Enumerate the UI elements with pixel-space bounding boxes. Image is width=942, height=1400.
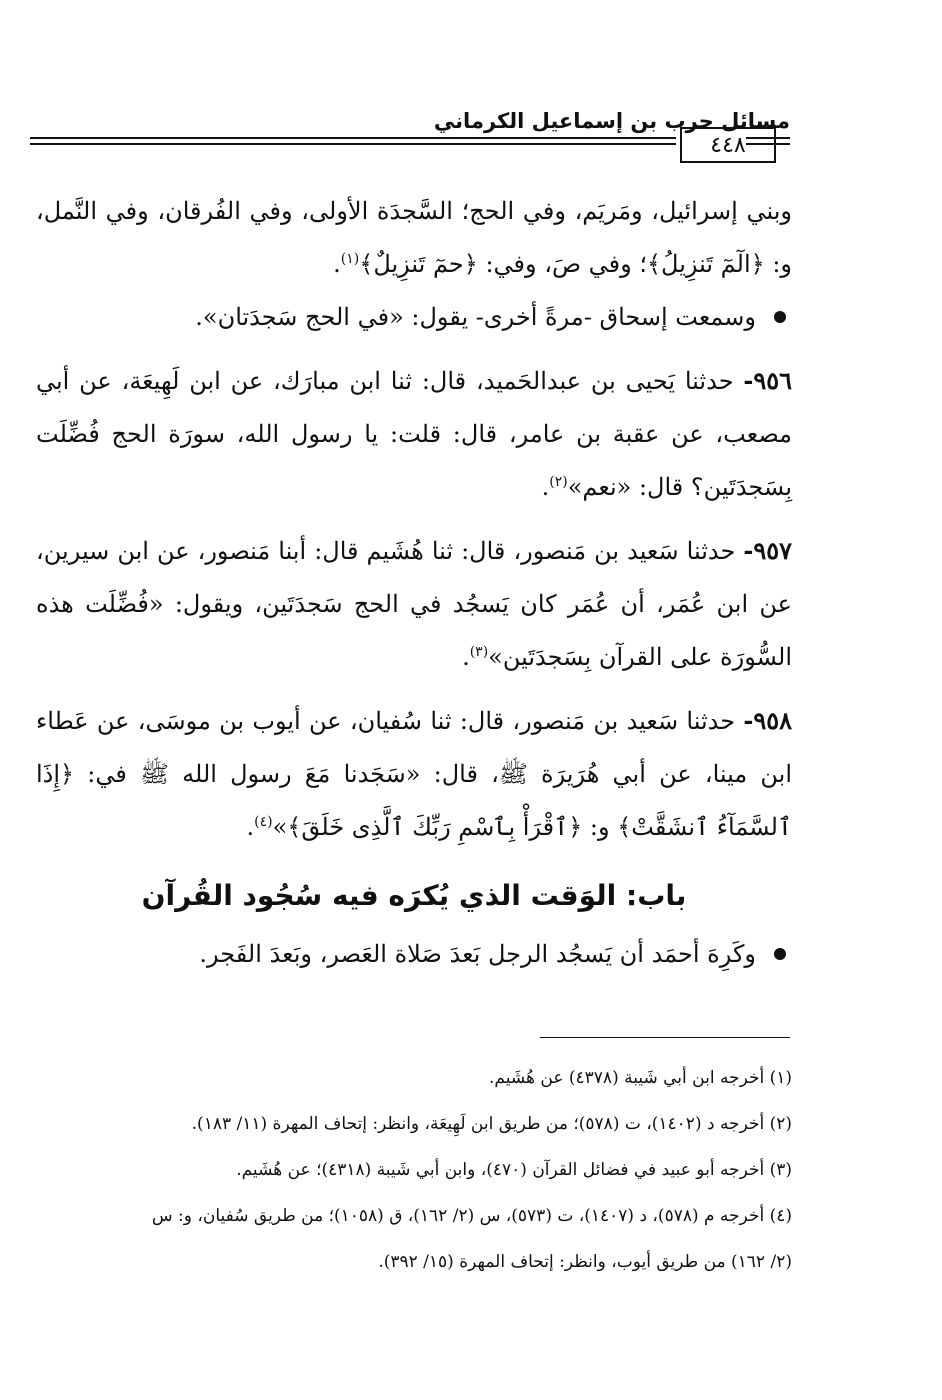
running-title: مسائل حرب بن إسماعيل الكرماني xyxy=(433,109,790,133)
page-header xyxy=(30,105,790,158)
footnote-4-line-2: (٢/ ١٦٢) من طريق أيوب، وانظر: إتحاف المهرة (١٥/ ٣٩٢). xyxy=(378,1252,792,1272)
footnote-divider xyxy=(540,1037,790,1038)
hadith-956 xyxy=(36,354,792,514)
hadith-text-956: حدثنا يَحيى بن عبدالحَميد، قال: ثنا ابن مبارَك، عن ابن لَهِيعَة، عن أبي مصعب، عن عقبة بن عامر، قال: قلت: يا رسول الله، سورَة الحج فُضِّلَت بِسَجدَتَين؟ قال: «نعم» xyxy=(36,367,792,501)
hadith-end-958: . xyxy=(246,813,255,841)
intro-line-1: وبني إسرائيل، ومَريَم، وفي الحج؛ السَّجدَة الأولى، وفي الفُرقان، وفي النَّمل، xyxy=(36,197,792,225)
hadith-end-956: . xyxy=(541,473,550,501)
header-rule-long xyxy=(30,137,676,139)
intro-end: . xyxy=(333,250,341,278)
footnote-1: (١) أخرجه ابن أبي شَيبة (٤٣٧٨) عن هُشَيم. xyxy=(489,1068,792,1088)
hadith-958 xyxy=(36,694,792,854)
footnote-ref-3: (٣) xyxy=(469,644,489,660)
hadith-957 xyxy=(36,524,792,684)
footnote-4-line-1: (٤) أخرجه م (٥٧٨)، د (١٤٠٧)، ت (٥٧٣)، س (٢/ ١٦٢)، ق (١٠٥٨)؛ من طريق سُفيان، و: س xyxy=(151,1206,792,1226)
footnote-3: (٣) أخرجه أبو عبيد في فضائل القرآن (٤٧٠)، وابن أبي شَيبة (٤٣١٨)؛ عن هُشَيم. xyxy=(236,1160,792,1180)
bullet-item-1 xyxy=(36,291,792,344)
footnote-2: (٢) أخرجه د (١٤٠٢)، ت (٥٧٨)؛ من طريق ابن لَهِيعَة، وانظر: إتحاف المهرة (١١/ ١٨٣). xyxy=(191,1114,792,1134)
section-heading: باب: الوَقت الذي يُكرَه فيه سُجُود القُرآن xyxy=(141,879,687,912)
bullet-dot xyxy=(774,948,786,960)
hadith-number-957: ٩٥٧- xyxy=(743,536,792,565)
hadith-text-958: حدثنا سَعيد بن مَنصور، قال: ثنا سُفيان، عن أيوب بن موسَى، عن عَطاء ابن مينا، عن أبي هُرَيرَة ﷺ، قال: «سَجَدنا مَعَ رسول الله ﷺ في: ﴿إِذَا ٱلسَّمَآءُ ٱنشَقَّتْ﴾ و: ﴿ٱقْرَأْ بِٱسْمِ رَبِّكَ ٱلَّذِى خَلَقَ﴾» xyxy=(36,707,792,841)
intro-paragraph xyxy=(36,185,792,291)
main-text xyxy=(36,185,792,981)
bullet-dot xyxy=(774,311,786,323)
footnote-ref-1: (١) xyxy=(340,251,360,267)
page-number: ٤٤٨ xyxy=(710,132,746,158)
bullet-text-1: وسمعت إسحاق -مرةً أخرى- يقول: «في الحج سَجدَتان». xyxy=(195,303,756,331)
hadith-number-958: ٩٥٨- xyxy=(743,706,792,735)
hadith-text-957: حدثنا سَعيد بن مَنصور، قال: ثنا هُشَيم قال: أبنا مَنصور، عن ابن سيرين، عن ابن عُمَر، أن عُمَر كان يَسجُد في الحج سَجدَتَين، ويقول: «فُضِّلَت هذه السُّورَة على القرآن بِسَجدَتَين» xyxy=(36,537,792,671)
footnotes xyxy=(40,1055,792,1285)
hadith-end-957: . xyxy=(462,643,470,671)
footnote-ref-4: (٤) xyxy=(254,814,273,830)
page-number-box xyxy=(680,127,776,163)
intro-line-2: و: ﴿الٓمٓ تَنزِيلُ﴾؛ وفي صَ، وفي: ﴿حمٓ تَنزِيلٌ﴾ xyxy=(359,250,792,278)
bullet-text-2: وكَرِهَ أحمَد أن يَسجُد الرجل بَعدَ صَلاة العَصر، وبَعدَ الفَجر. xyxy=(199,940,756,968)
footnote-ref-2: (٢) xyxy=(549,474,568,490)
header-rule-long-2 xyxy=(30,143,676,145)
hadith-number-956: ٩٥٦- xyxy=(743,366,792,395)
bullet-item-2 xyxy=(36,928,792,981)
